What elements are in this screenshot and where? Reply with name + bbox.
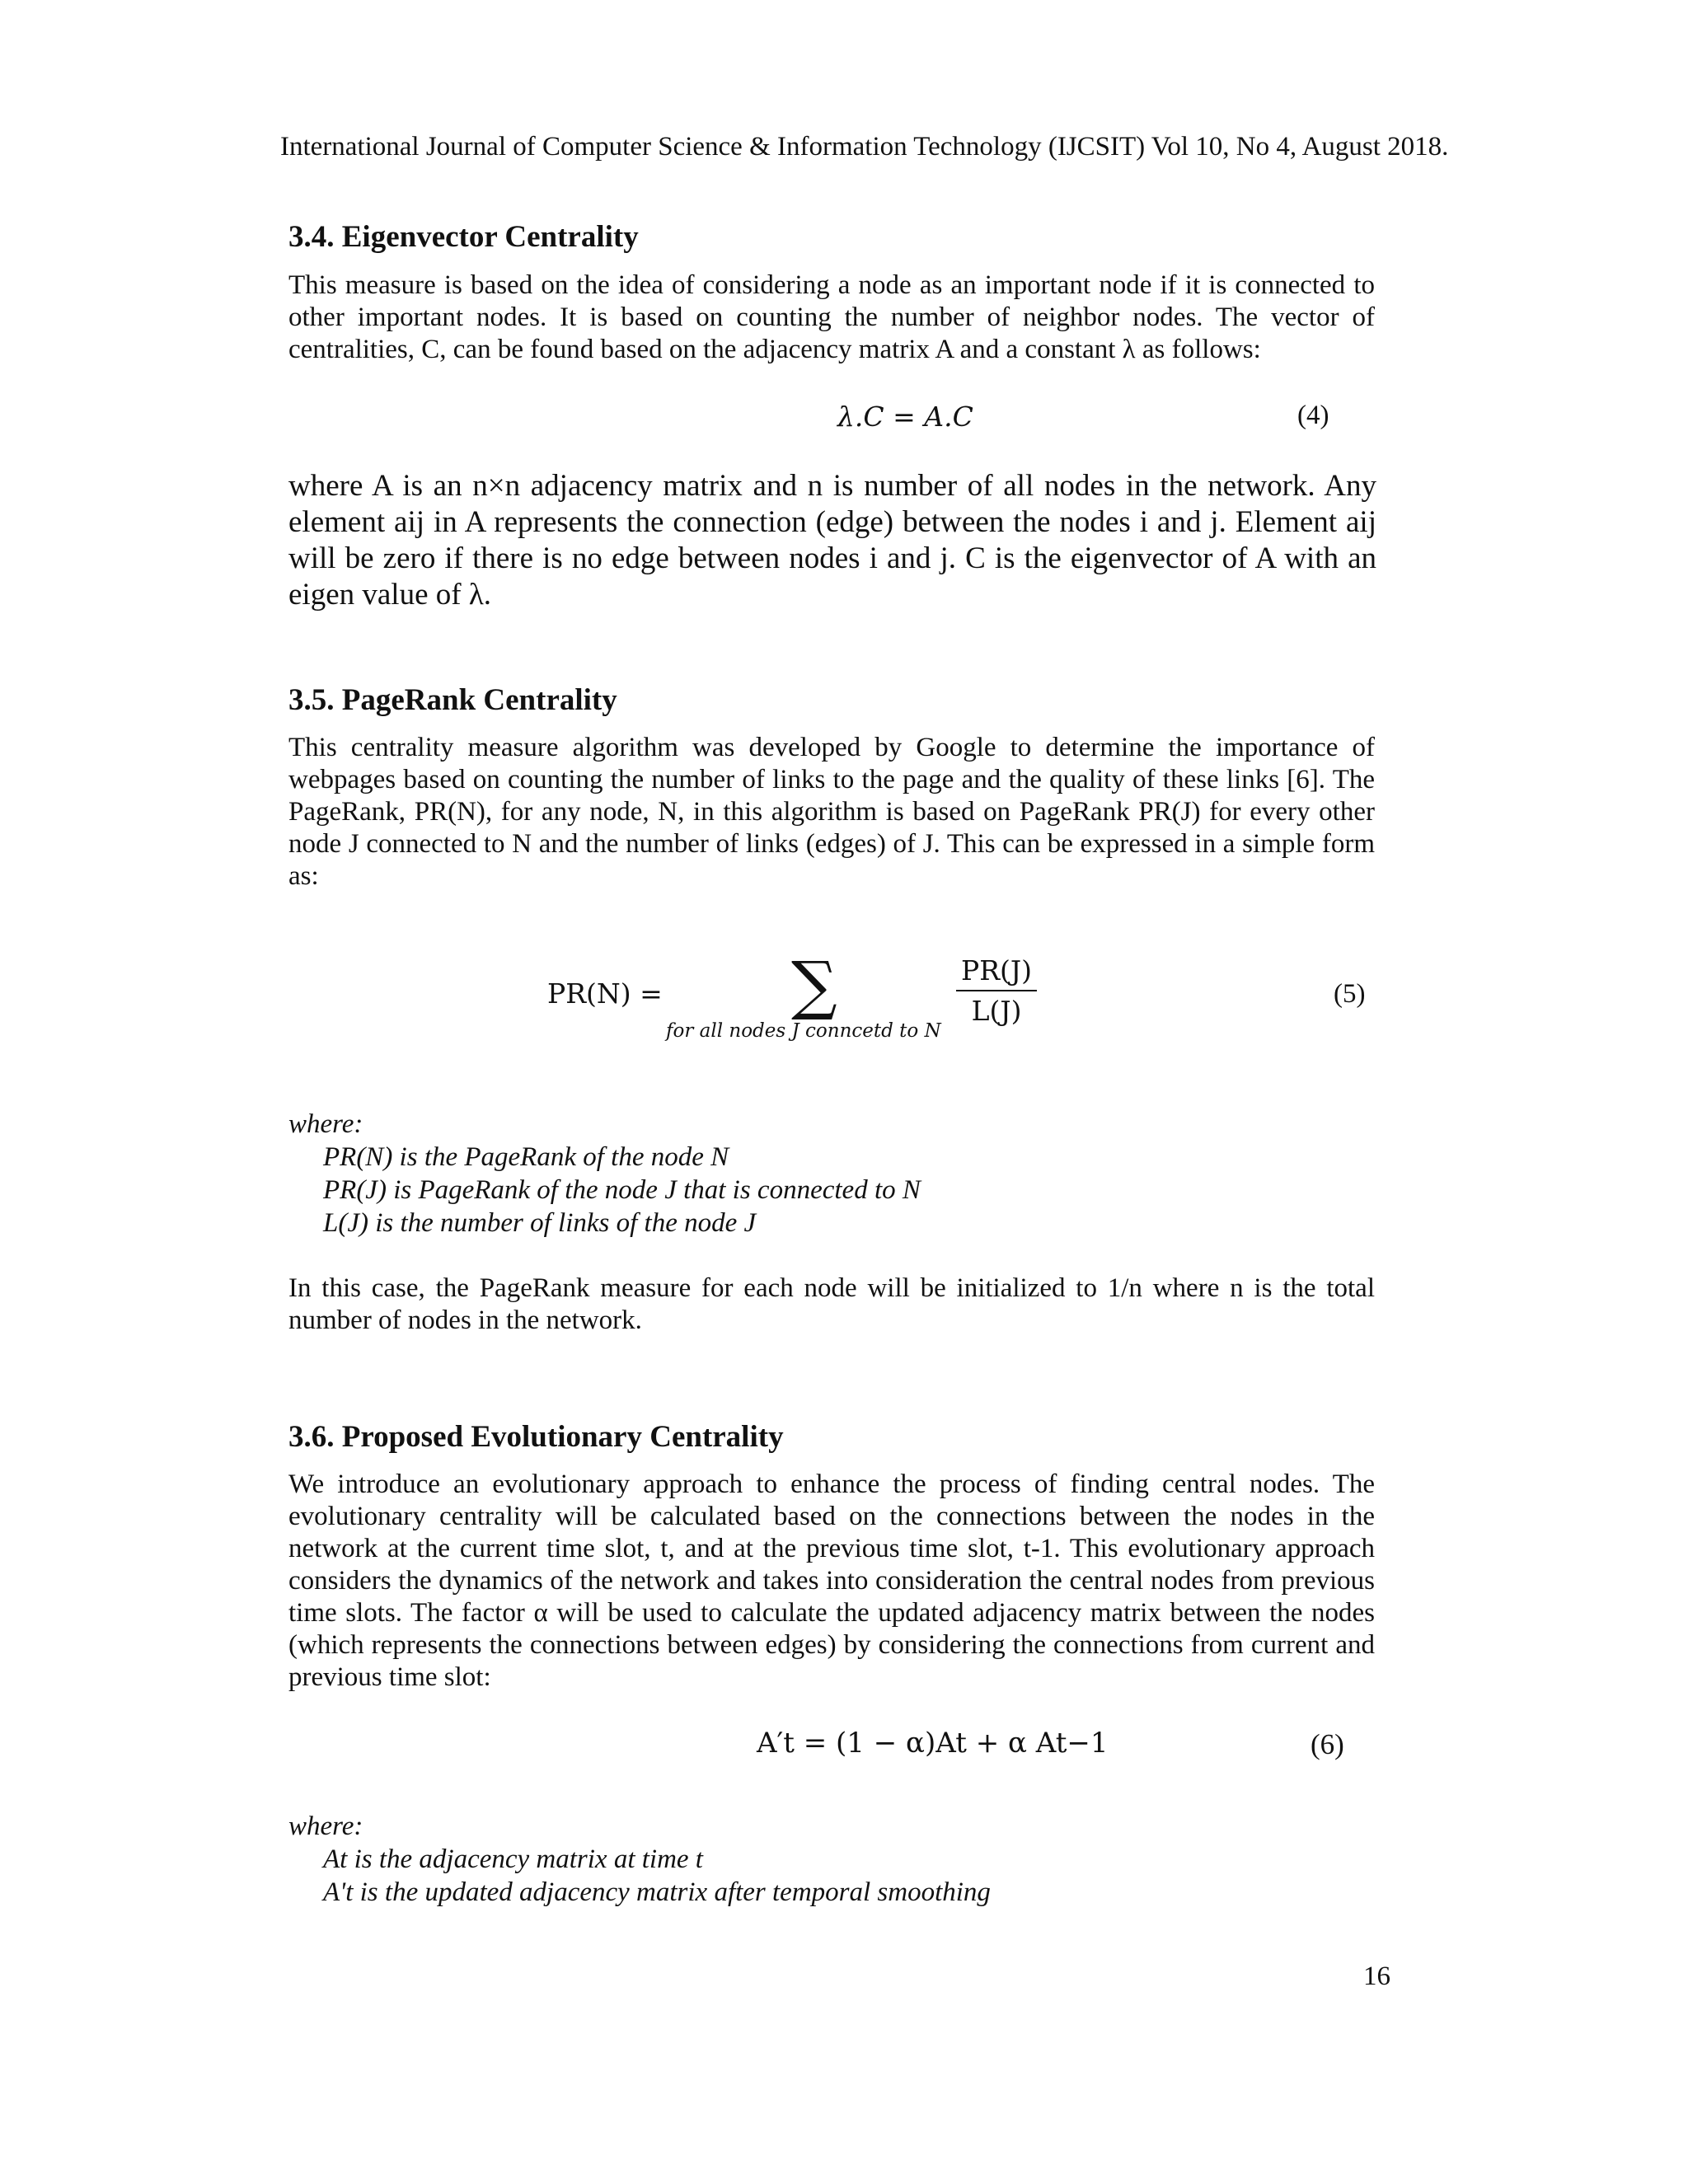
- where-list-evolutionary: [288, 1810, 991, 1909]
- where-item: PR(J) is PageRank of the node J that is connected to N: [323, 1175, 921, 1205]
- paragraph-eigenvector-where: where A is an n×n adjacency matrix and n is number of all nodes in the network. Any element aij in A represents the connection (edge) between the nodes i and j. Element aij will be zero if there is no edge between nodes i and j. C is the eigenvector of A with an eigen value of λ.: [288, 469, 1376, 612]
- where-item: A't is the updated adjacency matrix after temporal smoothing: [323, 1877, 991, 1907]
- paragraph-pagerank-init: In this case, the PageRank measure for each node will be initialized to 1/n where n is the total number of nodes in the network.: [288, 1273, 1375, 1335]
- paragraph-evolutionary-intro: We introduce an evolutionary approach to enhance the process of finding central nodes. The evolutionary centrality will be calculated based on the connections between the nodes in the network at the current time slot, t, and at the previous time slot, t-1. This evolutionary approach considers the dynamics of the network and takes into consideration the central nodes from previous time slots. The factor α will be used to calculate the updated adjacency matrix between the nodes (which represents the connections between edges) by considering the connections from current and previous time slot:: [288, 1469, 1375, 1692]
- equation-6: A′t = (1 − α)At + α At−1: [757, 1727, 1109, 1760]
- section-heading-3-5: 3.5. PageRank Centrality: [288, 683, 617, 717]
- summation-symbol: ∑: [791, 949, 837, 1023]
- fraction-denominator: L(J): [971, 995, 1022, 1027]
- paragraph-pagerank-intro: This centrality measure algorithm was developed by Google to determine the importance of webpages based on counting the number of links to the page and the quality of these links [6]. The PageRank, PR(N), for any node, N, in this algorithm is based on PageRank PR(J) for every other node J connected to N and the number of links (edges) of J. This can be expressed in a simple form as:: [288, 733, 1375, 891]
- where-item: PR(N) is the PageRank of the node N: [323, 1142, 729, 1172]
- where-label: where:: [288, 1811, 363, 1841]
- equation-5-lhs: PR(N) =: [547, 977, 663, 1010]
- equation-number-4: (4): [1297, 401, 1329, 430]
- journal-header: International Journal of Computer Science & Information Technology (IJCSIT) Vol 10, No 4, August 2018.: [280, 132, 1449, 162]
- where-label: where:: [288, 1109, 363, 1139]
- page-number: 16: [1363, 1961, 1390, 1991]
- where-list-pagerank: [288, 1108, 921, 1240]
- summation-subscript: for all nodes J conncetd to N: [666, 1020, 941, 1042]
- section-heading-3-4: 3.4. Eigenvector Centrality: [288, 220, 639, 254]
- equation-number-5: (5): [1334, 979, 1366, 1009]
- where-item: At is the adjacency matrix at time t: [323, 1844, 703, 1874]
- equation-4: λ.C = A.C: [837, 401, 973, 433]
- equation-5-fraction: [956, 954, 1037, 1027]
- section-heading-3-6: 3.6. Proposed Evolutionary Centrality: [288, 1420, 784, 1454]
- paragraph-eigenvector-intro: This measure is based on the idea of considering a node as an important node if it is connected to other important nodes. It is based on counting the number of neighbor nodes. The vector of centralities, C, can be found based on the adjacency matrix A and a constant λ as follows:: [288, 270, 1375, 364]
- where-item: L(J) is the number of links of the node J: [323, 1208, 757, 1238]
- fraction-numerator: PR(J): [956, 954, 1037, 991]
- equation-number-6: (6): [1311, 1728, 1344, 1760]
